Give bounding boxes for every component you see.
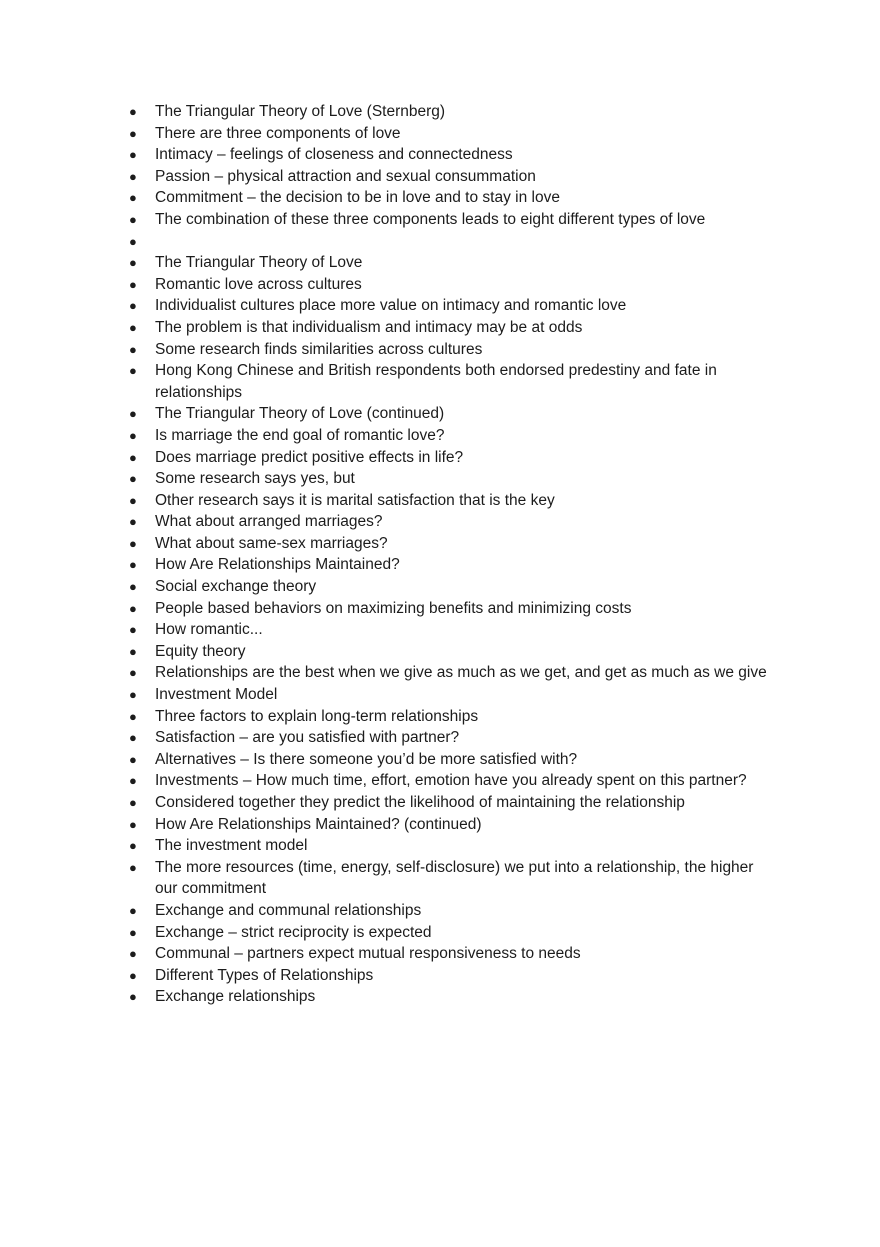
list-item-text: Is marriage the end goal of romantic love? [155,426,445,444]
list-item [129,965,779,987]
list-item [129,317,779,339]
list-item-text: Considered together they predict the likelihood of maintaining the relationship [155,794,685,811]
list-item-text: Commitment – the decision to be in love and to stay in love [155,189,560,207]
list-item [129,339,779,361]
bullet-icon: ● [129,838,137,854]
list-item [129,209,779,231]
list-item-text: The combination of these three components leads to eight different types of love [155,210,706,228]
bullet-icon: ● [129,967,137,983]
list-item [129,252,779,274]
bullet-icon: ● [129,687,137,703]
list-item-text: Individualist cultures place more value on intimacy and romantic love [155,297,627,315]
list-item [129,684,779,706]
list-item-text: What about arranged marriages? [155,513,383,531]
list-item-text: Intimacy – feelings of closeness and connectedness [155,146,513,164]
list-item-text: Some research says yes, but [155,470,355,488]
list-item [129,857,779,900]
list-item [129,749,779,771]
list-item [129,619,779,641]
bullet-icon: ● [129,730,137,746]
list-item-text: Satisfaction – are you satisfied with partner? [155,729,460,747]
list-item [129,576,779,598]
bullet-icon: ● [129,859,137,875]
bullet-icon: ● [129,276,137,292]
list-item-text: The investment model [155,837,308,855]
list-item-text: What about same-sex marriages? [155,534,388,552]
bullet-icon: ● [129,233,137,249]
bullet-icon: ● [129,104,137,119]
list-item-text: There are three components of love [155,124,401,142]
list-item-text: Exchange relationships [155,988,316,1006]
list-item-text: Other research says it is marital satisfaction that is the key [155,491,555,509]
bullet-icon: ● [129,406,137,422]
bullet-icon: ● [129,579,137,595]
list-item [129,231,779,253]
list-item [129,943,779,965]
bullet-icon: ● [129,255,137,271]
list-item-text: The problem is that individualism and intimacy may be at odds [155,318,583,336]
bullet-icon: ● [129,600,137,616]
bullet-icon: ● [129,751,137,767]
bullet-icon: ● [129,902,137,918]
list-item [129,986,779,1008]
list-item [129,727,779,749]
bullet-icon: ● [129,924,137,940]
bullet-icon: ● [129,492,137,508]
list-item [129,123,779,145]
list-item-text: The Triangular Theory of Love [155,254,363,272]
bullet-icon: ● [129,622,137,638]
list-item [129,187,779,209]
bullet-icon: ● [129,989,137,1005]
list-item [129,101,779,123]
list-item [129,598,779,620]
bullet-icon: ● [129,319,137,335]
list-item-text: The Triangular Theory of Love (continued) [155,405,445,423]
bullet-icon: ● [129,427,137,443]
bullet-icon: ● [129,125,137,141]
list-item-text: Equity theory [155,642,246,660]
list-item [129,403,779,425]
bullet-icon: ● [129,816,137,832]
bullet-icon: ● [129,708,137,724]
bullet-icon: ● [129,341,137,357]
bullet-icon: ● [129,665,137,681]
list-item-text: Investment Model [155,686,278,704]
list-item-text: Does marriage predict positive effects in life? [155,448,464,466]
list-item [129,662,779,684]
bullet-icon: ● [129,946,137,962]
list-item-text: The Triangular Theory of Love (Sternberg) [155,103,446,120]
list-item [129,511,779,533]
list-item [129,706,779,728]
list-item-text: Three factors to explain long-term relationships [155,707,479,725]
list-item-text: Relationships are the best when we give as much as we get, and get as much as we give [155,664,767,682]
list-item [129,814,779,836]
list-item [129,447,779,469]
list-item [129,835,779,857]
list-item-text: Hong Kong Chinese and British respondents both endorsed predestiny and fate in relationships [155,362,717,401]
list-item-text: The more resources (time, energy, self-disclosure) we put into a relationship, the higher our commitment [155,858,754,898]
list-item-text: Passion – physical attraction and sexual consummation [155,167,536,185]
list-item [129,468,779,490]
list-item-text: Alternatives – Is there someone you’d be more satisfied with? [155,750,578,768]
bullet-icon: ● [129,147,137,163]
list-item [129,295,779,317]
bullet-icon: ● [129,795,137,810]
list-item [129,922,779,944]
list-item-text: People based behaviors on maximizing benefits and minimizing costs [155,599,632,617]
bullet-icon: ● [129,190,137,206]
list-item [129,554,779,576]
list-item [129,166,779,188]
list-item [129,641,779,663]
list-item [129,490,779,512]
list-item-text: Investments – How much time, effort, emotion have you already spent on this partner? [155,772,747,790]
list-item [129,533,779,555]
bullet-icon: ● [129,773,137,789]
bullet-icon: ● [129,514,137,530]
list-item-text: How Are Relationships Maintained? [155,556,400,574]
bullet-icon: ● [129,298,137,314]
list-item [129,770,779,792]
bullet-icon: ● [129,557,137,573]
list-item-text: Some research finds similarities across cultures [155,340,483,358]
list-item-text: Exchange – strict reciprocity is expected [155,923,432,941]
list-item-text: How romantic... [155,621,263,639]
list-item [129,274,779,296]
list-item [129,792,779,814]
list-item-text: Social exchange theory [155,578,317,596]
bullet-icon: ● [129,643,137,659]
list-item-text: How Are Relationships Maintained? (continued) [155,815,482,833]
bullet-icon: ● [129,211,137,227]
bullet-icon: ● [129,471,137,487]
list-item [129,900,779,922]
bullet-icon: ● [129,363,137,379]
bullet-icon: ● [129,449,137,465]
list-item-text: Exchange and communal relationships [155,901,422,919]
list-item [129,144,779,166]
list-item [129,360,779,403]
list-item [129,425,779,447]
list-item-text: Romantic love across cultures [155,275,362,293]
bullet-icon: ● [129,535,137,551]
list-item-text: Communal – partners expect mutual responsiveness to needs [155,945,581,963]
bullet-list [129,101,779,1008]
bullet-icon: ● [129,168,137,184]
list-item-text: Different Types of Relationships [155,966,374,984]
